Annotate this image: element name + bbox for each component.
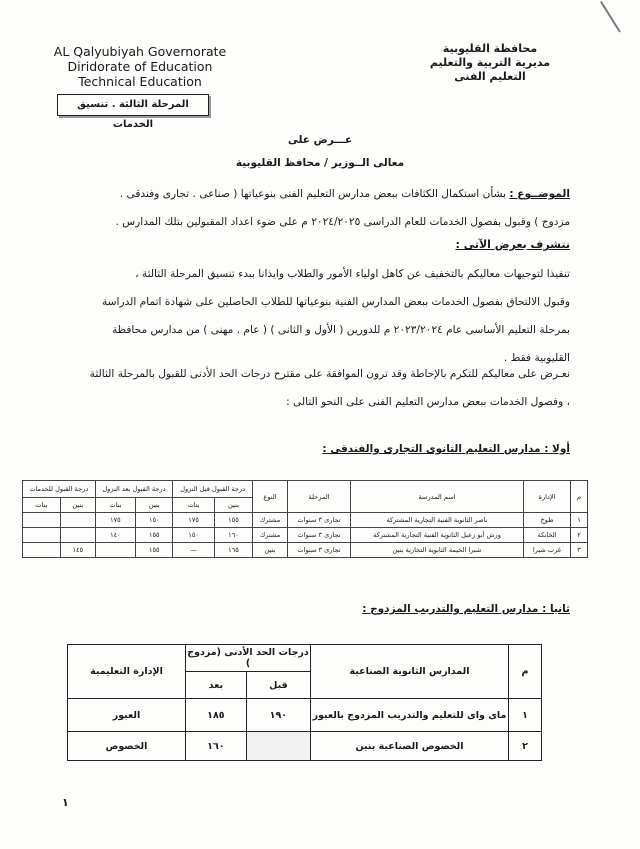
cell-before-girls: ١٥٠	[173, 528, 214, 543]
cell-after: ١٦٠	[186, 732, 247, 761]
paragraph-line: نعـرض على معاليكم للتكرم بالإحاطة وقد ترون الموافقة على مقترح درجات الحد الأدنى للقبول بالمرحلة الثالثة	[89, 368, 570, 380]
header-school: المدارس الثانوية الصناعية	[311, 645, 509, 699]
header-en	[50, 44, 230, 89]
paragraph-line: وقبول الالتحاق بفصول الخدمات ببعض المدارس الفنية بنوعياتها للطلاب الحاصلين على شهادة اتمام الدراسة	[101, 296, 570, 308]
cell-before-girls: ١٧٥	[173, 513, 214, 528]
scan-mark	[600, 1, 621, 33]
table-row	[68, 732, 542, 761]
header-boys: بنين	[214, 498, 252, 513]
header-school: اسم المدرسة	[351, 481, 524, 513]
header-girls: بنات	[95, 498, 135, 513]
stage-label: المرحلة الثالثة . تنسيق الخدمات	[57, 94, 209, 116]
cell-admin: الخانكة	[524, 528, 571, 543]
cell-school: ناصر الثانوية الفنية التجارية المشتركة	[351, 513, 524, 528]
cell-after-boys: ١٥٠	[136, 513, 173, 528]
cell-num: ٢	[509, 732, 542, 761]
paragraph-line: تنفيذا لتوجيهات معاليكم بالتخفيف عن كاهل اولياء الأمور والطلاب وايذانا ببدء تنسيق المرحلة الثالثة ،	[135, 268, 570, 280]
subject-label: الموضــوع :	[509, 188, 570, 200]
paragraph-line: القليوبية فقط .	[503, 352, 570, 364]
cell-after-boys: ١٥٥	[136, 528, 173, 543]
section-1-heading: أولا : مدارس التعليم الثانوى التجارى والفندقى :	[322, 443, 570, 455]
cell-stage: تجارى ٣ سنوات	[288, 528, 351, 543]
header-admin: الإدارة	[524, 481, 571, 513]
header-ar-line: مديرية التربية والتعليم	[429, 56, 551, 69]
cell-services-boys	[60, 528, 95, 543]
header-boys: بنين	[136, 498, 173, 513]
cell-after-girls	[95, 543, 135, 558]
header-num: م	[571, 481, 588, 513]
header-ar-line: محافظة القليوبية	[442, 42, 538, 55]
cell-before-boys: ١٦٥	[214, 543, 252, 558]
cell-admin: طوخ	[524, 513, 571, 528]
dual-education-table	[67, 644, 542, 761]
cell-school: ورش أبو زعبل الثانوية الفنية التجارية المشتركة	[351, 528, 524, 543]
cell-num: ٣	[571, 543, 588, 558]
cell-type: مشترك	[253, 513, 288, 528]
title-line-2: معالى الــوزير / محافظ القليوبية	[235, 157, 405, 169]
cell-school: شبرا الخيمة الثانوية التجارية بنين	[351, 543, 524, 558]
cell-stage: تجارى ٣ سنوات	[288, 513, 351, 528]
cell-after-girls: ١٧٥	[95, 513, 135, 528]
cell-type: مشترك	[253, 528, 288, 543]
paragraph-1	[40, 260, 570, 372]
cell-before-girls: —	[173, 543, 214, 558]
table-row	[23, 513, 588, 528]
cell-num: ٢	[571, 528, 588, 543]
title-line-1: عـــرض على	[287, 134, 353, 146]
header-after: درجة القبول بعد النزول	[95, 481, 173, 498]
cell-admin: العبور	[68, 699, 186, 732]
header-boys: بنين	[60, 498, 95, 513]
cell-before: ١٩٠	[246, 699, 310, 732]
cell-admin: الخصوص	[68, 732, 186, 761]
header-stage: المرحلة	[288, 481, 351, 513]
header-girls: بنات	[23, 498, 61, 513]
header-before: قبل	[246, 672, 310, 699]
header-en-line: Technical Education	[78, 74, 202, 89]
subject	[40, 180, 570, 236]
paragraph-2	[40, 360, 570, 416]
cell-before	[246, 732, 310, 761]
header-en-line: Diridorate of Education	[67, 59, 213, 74]
cell-school: ماى واى للتعليم والتدريب المزدوج بالعبور	[311, 699, 509, 732]
header-ar-line: التعليم الفنى	[454, 70, 526, 83]
header-after: بعد	[186, 672, 247, 699]
cell-admin: غرب شبرا	[524, 543, 571, 558]
header-num: م	[509, 645, 542, 699]
paragraph-line: ، وفصول الخدمات ببعض مدارس التعليم الفنى على النحو التالى :	[286, 396, 570, 408]
subject-text: مزدوج ) وقبول بفصول الخدمات للعام الدراسى ٢٠٢٤/٢٠٢٥ م على ضوء اعداد المقبولين بتلك المدارس .	[115, 216, 570, 228]
cell-services-girls	[23, 528, 61, 543]
honor-heading: نتشرف بعرض الآتى :	[455, 238, 570, 251]
header-en-line: AL Qalyubiyah Governorate	[53, 44, 227, 59]
header-ar	[420, 42, 560, 84]
cell-before-boys: ١٦٠	[214, 528, 252, 543]
paragraph-line: بمرحلة التعليم الأساسى عام ٢٠٢٣/٢٠٢٤ م للدورين ( الأول و الثانى ) ( عام . مهنى ) من مدارس محافظة	[112, 324, 570, 336]
header-before: درجة القبول قبل النزول	[173, 481, 253, 498]
subject-text: بشأن استكمال الكثافات ببعض مدارس التعليم الفنى بنوعياتها ( صناعى . تجارى وفندقى .	[119, 188, 506, 200]
cell-after-boys: ١٥٥	[136, 543, 173, 558]
cell-num: ١	[571, 513, 588, 528]
header-girls: بنات	[173, 498, 214, 513]
cell-stage: تجارى ٣ سنوات	[288, 543, 351, 558]
cell-services-girls	[23, 543, 61, 558]
cell-services-girls	[23, 513, 61, 528]
header-services: درجة القبول للخدمات	[23, 481, 96, 498]
table-row	[23, 528, 588, 543]
cell-num: ١	[509, 699, 542, 732]
page-number: ١	[62, 796, 69, 809]
table-row	[68, 699, 542, 732]
cell-before-boys: ١٥٥	[214, 513, 252, 528]
cell-school: الخصوص الصناعية بنين	[311, 732, 509, 761]
table-row	[23, 543, 588, 558]
section-2-heading: ثانيا : مدارس التعليم والتدريب المزدوج :	[362, 603, 570, 615]
cell-type: بنين	[253, 543, 288, 558]
header-type: النوع	[253, 481, 288, 513]
commercial-schools-table	[22, 480, 588, 558]
header-grades: درجات الحد الأدنى (مزدوج )	[186, 645, 311, 672]
cell-after: ١٨٥	[186, 699, 247, 732]
cell-after-girls: ١٤٠	[95, 528, 135, 543]
cell-services-boys	[60, 513, 95, 528]
header-admin: الإدارة التعليمية	[68, 645, 186, 699]
cell-services-boys: ١٤٥	[60, 543, 95, 558]
